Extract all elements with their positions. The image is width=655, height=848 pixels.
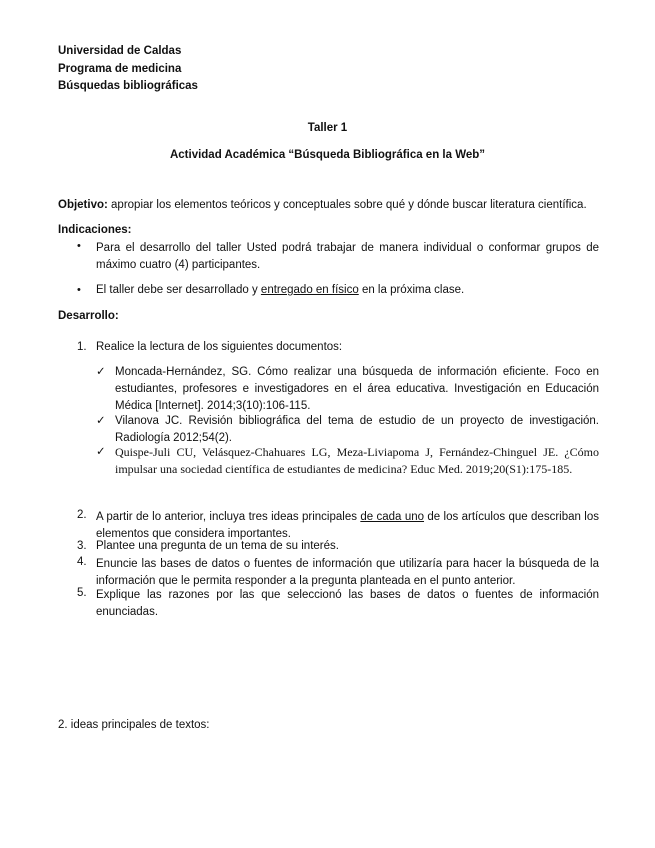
step-number: 2. — [77, 509, 87, 521]
indicacion-item-1: Para el desarrollo del taller Usted podrá trabajar de manera individual o conformar grupos de máximo cuatro (4) participantes. — [96, 242, 599, 271]
header-program: Programa de medicina — [58, 63, 182, 75]
ideas-principales-heading: 2. ideas principales de textos: — [58, 719, 210, 731]
step-2-text — [96, 509, 599, 543]
objetivo-text: apropiar los elementos teóricos y conceptuales sobre qué y dónde buscar literatura científica. — [107, 199, 587, 211]
header-university: Universidad de Caldas — [58, 45, 182, 57]
indicacion-item-2-post: en la próxima clase. — [358, 284, 465, 296]
step-2-pre: A partir de lo anterior, incluya tres ideas principales — [96, 511, 361, 523]
checkmark-icon: ✓ — [96, 415, 106, 427]
objetivo-paragraph — [58, 199, 603, 211]
bullet-icon: • — [77, 284, 81, 296]
reference-3: Quispe-Juli CU, Velásquez-Chahuares LG, Meza-Liviapoma J, Fernández-Chinguel JE. ¿Cómo impulsar una sociedad científica de estudiantes de medicina? Educ Med. 2019;20(S1):175-185. — [115, 445, 599, 476]
header-subject: Búsquedas bibliográficas — [58, 80, 198, 92]
checkmark-icon: ✓ — [96, 366, 106, 378]
indicacion-item-2-pre: El taller debe ser desarrollado y — [96, 284, 261, 296]
reference-1: Moncada-Hernández, SG. Cómo realizar una búsqueda de información eficiente. Foco en estudiantes, profesores e investigadores en el área educativa. Investigación en Educación Médica [Internet]. 2014;3(10):106-115. — [115, 366, 599, 412]
step-4-text: Enuncie las bases de datos o fuentes de información que utilizaría para hacer la búsqueda de la información que le permita responder a la pregunta planteada en el punto anterior. — [96, 558, 599, 587]
objetivo-label: Objetivo: — [58, 199, 108, 211]
checkmark-icon: ✓ — [96, 446, 106, 458]
indicacion-item-2-underlined: entregado en físico — [260, 284, 359, 296]
taller-title: Taller 1 — [307, 122, 348, 134]
step-5-text: Explique las razones por las que seleccionó las bases de datos o fuentes de información enunciadas. — [96, 589, 599, 618]
indicacion-item-2 — [96, 284, 599, 296]
activity-title: Actividad Académica “Búsqueda Bibliográfica en la Web” — [169, 149, 486, 161]
desarrollo-label: Desarrollo: — [58, 310, 119, 322]
step-2-underlined: de cada uno — [360, 511, 425, 523]
step-3-text: Plantee una pregunta de un tema de su interés. — [96, 540, 339, 552]
step-1-text: Realice la lectura de los siguientes documentos: — [96, 341, 343, 353]
step-number: 3. — [77, 540, 87, 552]
step-2-post: de los artículos que describan los elementos que considera importantes. — [96, 511, 599, 540]
indicaciones-label: Indicaciones: — [58, 224, 132, 236]
bullet-icon: • — [77, 240, 81, 252]
step-number: 4. — [77, 556, 87, 568]
reference-2: Vilanova JC. Revisión bibliográfica del tema de estudio de un proyecto de investigación. Radiología 2012;54(2). — [115, 415, 599, 444]
step-number: 5. — [77, 587, 87, 599]
step-number: 1. — [77, 341, 87, 353]
